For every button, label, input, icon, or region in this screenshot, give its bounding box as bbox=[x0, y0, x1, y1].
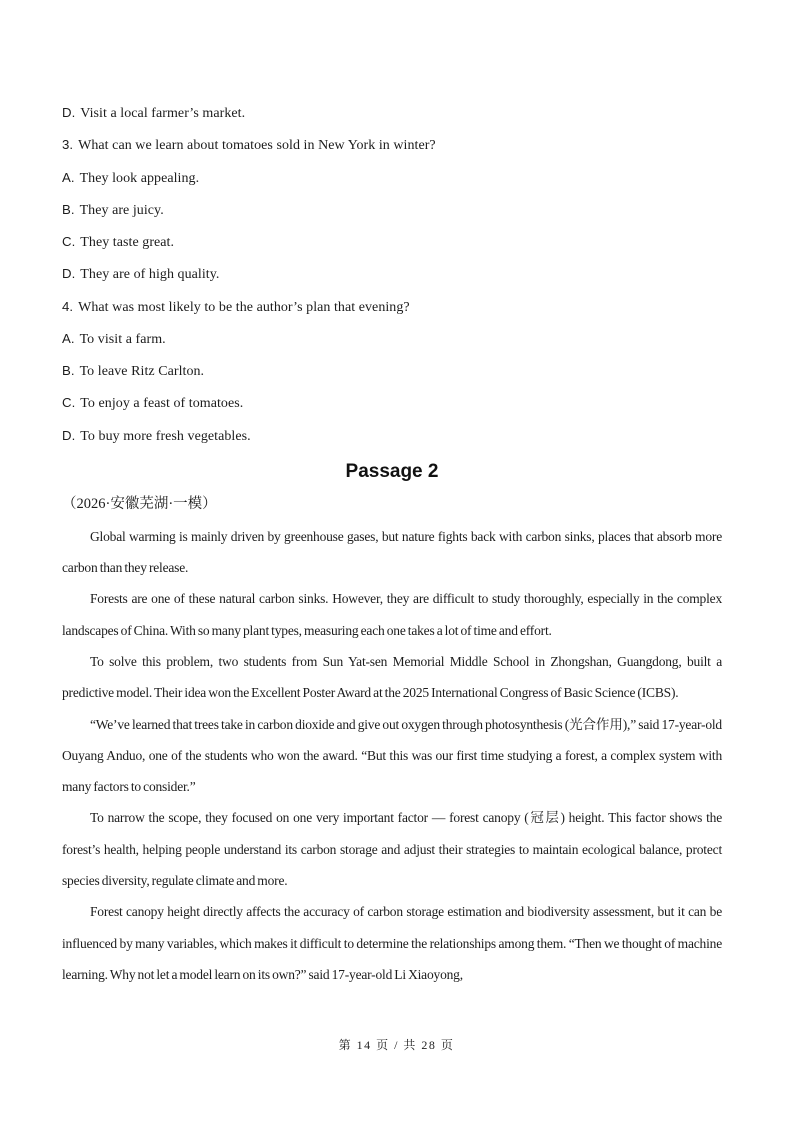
option-text: Visit a local farmer’s market. bbox=[80, 106, 246, 121]
page-number-indicator: 第 14 页 / 共 28 页 bbox=[338, 1038, 455, 1052]
question-option-line bbox=[62, 420, 722, 452]
option-letter: C. bbox=[62, 395, 76, 411]
passage-paragraph: Forests are one of these natural carbon sinks. However, they are difficult to study thoroughly, especially in the complex landscapes of China. With so many plant types, measuring each one takes a lot of time and effort. bbox=[62, 591, 722, 638]
passage-heading: Passage 2 bbox=[345, 460, 439, 482]
passage-paragraph: To solve this problem, two students from Sun Yat-sen Memorial Middle School in Zhongshan, Guangdong, built a predictive model. Their idea won the Excellent Poster Award at the 2025 International Congress of Basic Science (ICBS). bbox=[62, 653, 722, 701]
option-letter: D. bbox=[62, 105, 76, 120]
question-option-line bbox=[62, 226, 722, 258]
question-option-line bbox=[62, 387, 722, 419]
option-letter: B. bbox=[62, 363, 75, 378]
question-option-line bbox=[62, 291, 722, 323]
question-option-line bbox=[62, 194, 722, 226]
option-text: What can we learn about tomatoes sold in New York in winter? bbox=[78, 138, 436, 154]
question-option-line bbox=[62, 97, 722, 129]
option-letter: D. bbox=[62, 427, 76, 443]
option-text: To enjoy a feast of tomatoes. bbox=[80, 396, 244, 412]
option-text: To visit a farm. bbox=[79, 331, 166, 347]
option-letter: 4. bbox=[62, 298, 74, 314]
option-text: They look appealing. bbox=[79, 170, 200, 186]
question-option-line bbox=[62, 323, 722, 355]
option-text: To leave Ritz Carlton. bbox=[79, 364, 205, 379]
option-letter: C. bbox=[62, 234, 76, 249]
question-option-line bbox=[62, 258, 722, 290]
passage-paragraph: “We’ve learned that trees take in carbon dioxide and give out oxygen through photosynthesis (光合作用),” said 17-year-old Ouyang Anduo, one of the students who won the award. “But this was our first time studying a forest, a complex system with many factors to consider.” bbox=[62, 716, 722, 795]
question-option-line bbox=[62, 355, 722, 387]
option-letter: 3. bbox=[62, 137, 74, 153]
passage-paragraph: Forest canopy height directly affects the accuracy of carbon storage estimation and biodiversity assessment, but it can be influenced by many variables, which makes it difficult to determine the relationships among them. “Then we thought of machine learning. Why not let a model learn on its own?” said 17-year-old Li Xiaoyong, bbox=[62, 904, 722, 982]
option-text: They taste great. bbox=[80, 235, 175, 250]
option-letter: A. bbox=[62, 330, 75, 346]
passage-paragraph: To narrow the scope, they focused on one very important factor — forest canopy (冠层) height. This factor shows the forest’s health, helping people understand its carbon storage and adjust their strategies to maintain ecological balance, protect species diversity, regulate climate and more. bbox=[62, 810, 722, 889]
passage-paragraphs bbox=[62, 521, 722, 990]
option-letter: B. bbox=[62, 201, 75, 217]
question-option-line bbox=[62, 162, 722, 194]
passage-source: （2026·安徽芜湖·一模） bbox=[62, 495, 217, 512]
passage-paragraph: Global warming is mainly driven by greenhouse gases, but nature fights back with carbon sinks, places that absorb more carbon than they release. bbox=[62, 528, 722, 576]
option-text: What was most likely to be the author’s plan that evening? bbox=[78, 299, 410, 315]
question-option-line bbox=[62, 129, 722, 161]
option-text: To buy more fresh vegetables. bbox=[80, 428, 251, 444]
option-text: They are juicy. bbox=[79, 202, 164, 218]
option-letter: A. bbox=[62, 169, 75, 185]
question-options-block bbox=[62, 97, 722, 452]
page-footer bbox=[0, 1036, 793, 1053]
option-text: They are of high quality. bbox=[80, 267, 220, 283]
option-letter: D. bbox=[62, 266, 76, 282]
